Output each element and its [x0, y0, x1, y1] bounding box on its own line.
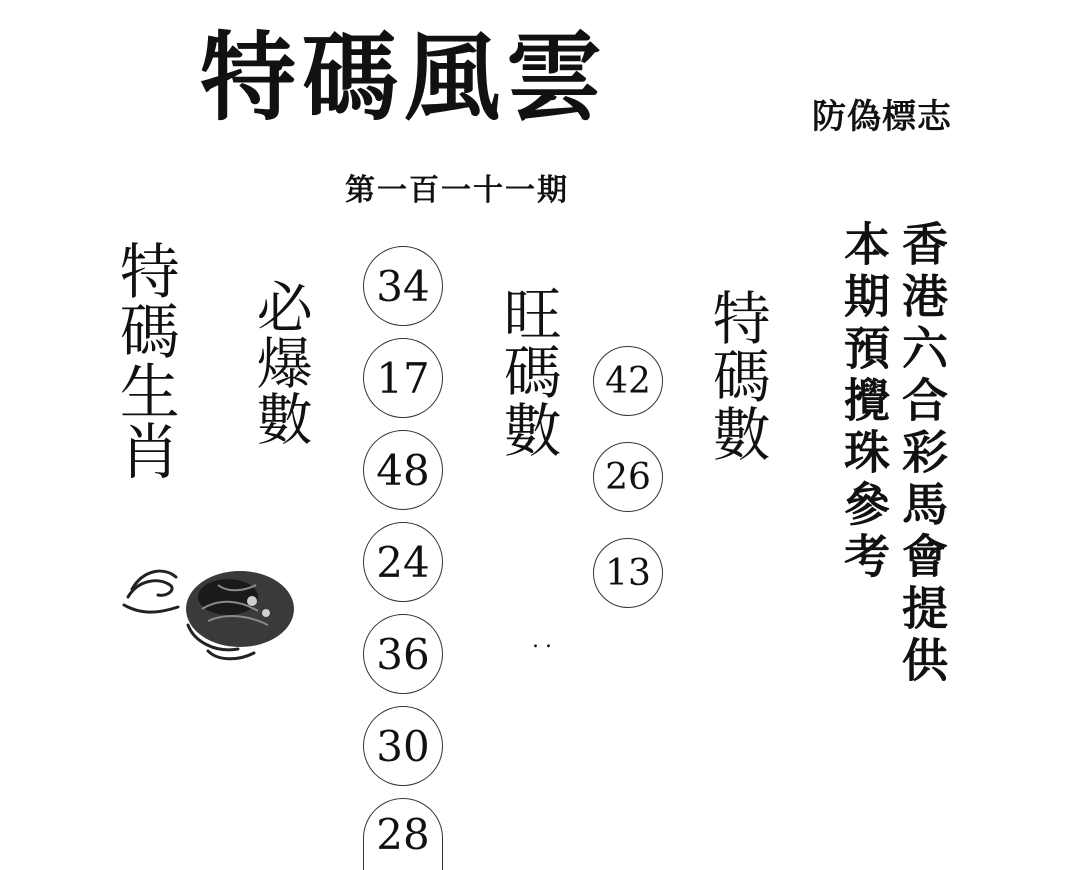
hot-number: 42 — [593, 346, 663, 416]
must-explode-number: 36 — [363, 614, 443, 694]
special-numbers-label: 特碼數 — [702, 288, 771, 462]
anti-counterfeit-mark: 防偽標志 — [812, 97, 952, 137]
must-explode-number: 17 — [363, 338, 443, 418]
issue-number: 第一百一十一期 — [345, 173, 569, 208]
must-explode-label: 必爆數 — [247, 278, 313, 446]
page-title: 特碼風雲 — [200, 21, 608, 134]
decorative-dots: .. — [532, 628, 558, 653]
hot-numbers-label: 旺碼數 — [493, 284, 562, 458]
must-explode-number: 48 — [363, 430, 443, 510]
hot-number: 13 — [593, 538, 663, 608]
must-explode-number: 24 — [363, 522, 443, 602]
notice-text: 香港六合彩馬會提供本期預攪珠參考 — [837, 220, 949, 688]
must-explode-number: 30 — [363, 706, 443, 786]
must-explode-number: 28 — [363, 798, 443, 870]
tiger-icon — [118, 555, 298, 665]
hot-number: 26 — [593, 442, 663, 512]
must-explode-number: 34 — [363, 246, 443, 326]
special-zodiac-label: 特碼生肖 — [109, 240, 180, 480]
